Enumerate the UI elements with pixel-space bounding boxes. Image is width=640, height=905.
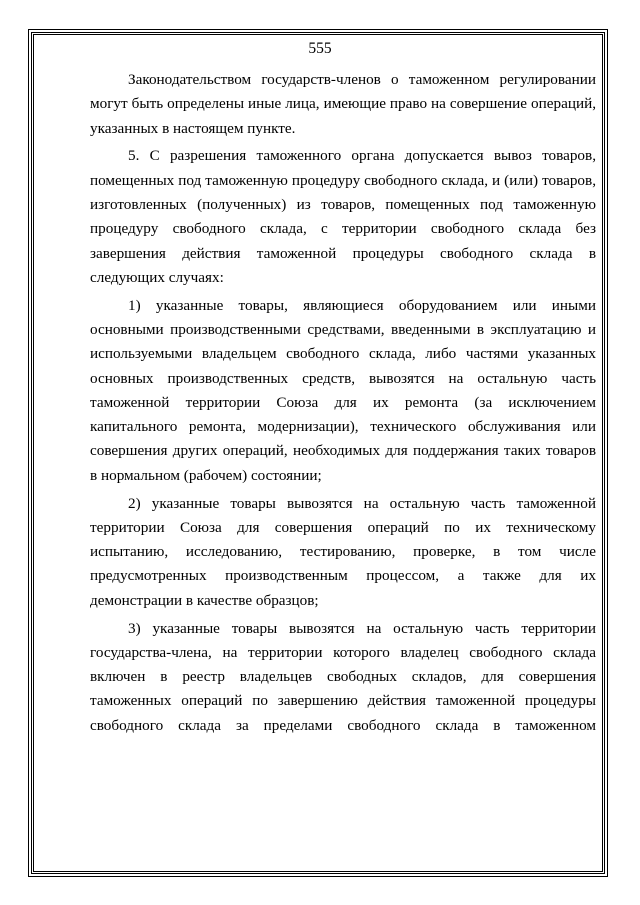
paragraph-subitem-2: 2) указанные товары вывозятся на остальную часть таможенной территории Союза для совершения операций по их техническому испытанию, исследованию, тестированию, проверке, в том числе предусмотренных производственным процессом, а также для их демонстрации в качестве образцов; (90, 494, 596, 609)
paragraph-subitem-1: 1) указанные товары, являющиеся оборудованием или иными основными производственными средствами, введенными в эксплуатацию и используемыми владельцем свободного склада, либо частями указанных основных производственных средств, вывозятся на остальную часть таможенной территории Союза для их ремонта (за исключением капитального ремонта, модернизации), технического обслуживания или совершения других операций, необходимых для поддержания таких товаров в нормальном (рабочем) состоянии; (90, 296, 596, 484)
document-body (90, 68, 596, 742)
paragraph-legislation-note: Законодательством государств-членов о таможенном регулировании могут быть определены иные лица, имеющие право на совершение операций, указанных в настоящем пункте. (90, 71, 596, 137)
paragraph-subitem-3: 3) указанные товары вывозятся на остальную часть территории государства-члена, на территории которого владелец свободного склада включен в реестр владельцев свободных складов, для совершения таможенных операций по завершению действия таможенной процедуры свободного склада за пределами свободного склада в таможенном (90, 619, 596, 734)
paragraph-item-5: 5. С разрешения таможенного органа допускается вывоз товаров, помещенных под таможенную процедуру свободного склада, и (или) товаров, изготовленных (полученных) из товаров, помещенных под таможенную процедуру свободного склада, с территории свободного склада без завершения действия таможенной процедуры свободного склада в следующих случаях: (90, 147, 596, 286)
page-number: 555 (308, 40, 332, 57)
